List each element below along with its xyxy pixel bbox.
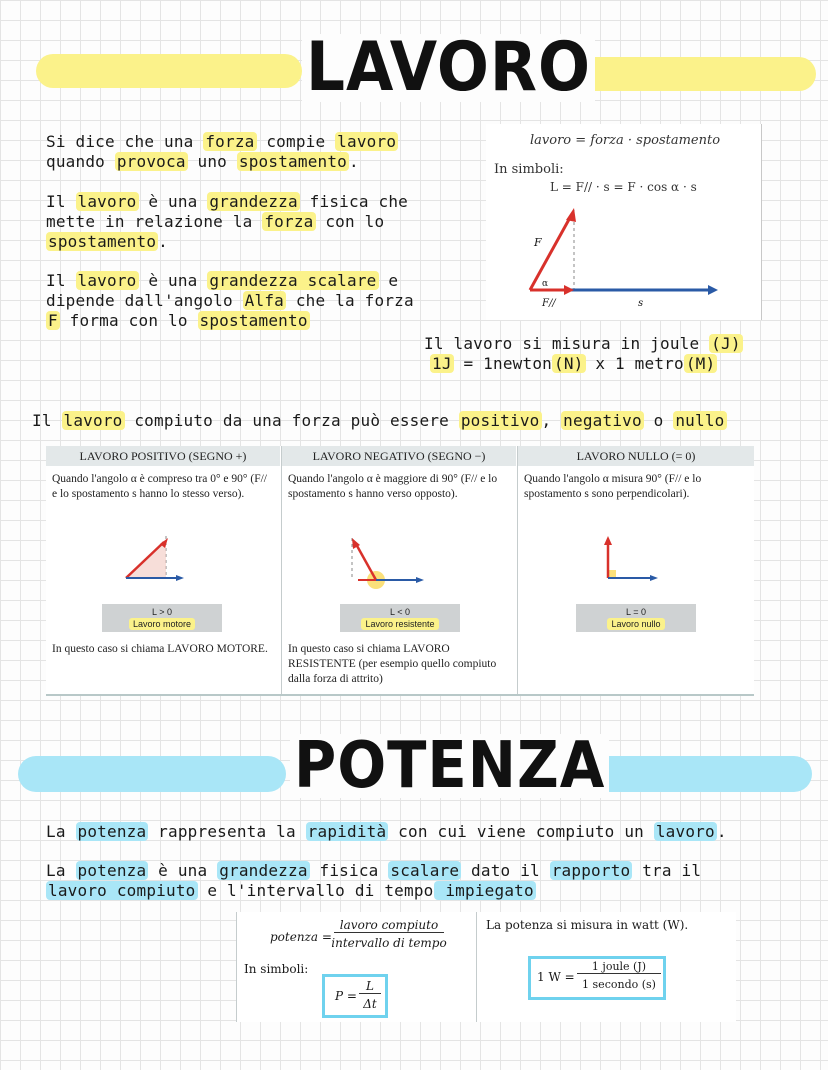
unit-line-1: Il lavoro si misura in joule (J)	[424, 334, 741, 353]
f-label: F	[534, 236, 542, 249]
intro-paragraph-3: Il lavoro è una grandezza scalare e dipende dall'angolo Alfa che la forza F forma con lo spostamento	[46, 271, 414, 330]
potenza-symbols-label: In simboli:	[244, 962, 309, 976]
intro-paragraph-2: Il lavoro è una grandezza fisica che mette in relazione la forza con lo spostamento .	[46, 192, 409, 251]
pill-negative: L < 0 Lavoro resistente	[340, 604, 460, 632]
fpar-arrowhead	[564, 285, 574, 295]
case-text-null: Quando l'angolo α misura 90° (F// e lo spostamento s sono perpendicolari).	[524, 473, 702, 500]
s-arrowhead	[708, 285, 718, 295]
lavoro-formula-box	[486, 124, 762, 320]
negative-diagram	[342, 534, 432, 590]
fpar-label: F//	[542, 298, 556, 309]
potenza-denominator: intervallo di tempo	[331, 936, 447, 950]
lavoro-definition: lavoro = forza · spostamento	[530, 133, 721, 148]
alpha-label: α	[542, 279, 549, 289]
potenza-paragraph-1: La potenza rappresenta la rapidità con cui viene compiuto un lavoro .	[46, 822, 727, 841]
p-formula-frame: P = L Δt	[322, 974, 388, 1018]
lavoro-formula: L = F// · s = F · cos α · s	[550, 180, 697, 194]
potenza-numerator: lavoro compiuto	[334, 918, 444, 933]
s-label: s	[638, 298, 644, 309]
potenza-highlight-left	[18, 756, 286, 792]
case-note-negative: In questo caso si chiama LAVORO RESISTENTE (per esempio quello compiuto dalla forza di attrito)	[288, 643, 497, 685]
case-text-positive: Quando l'angolo α è compreso tra 0° e 90° (F// e lo spostamento s hanno lo stesso verso).	[52, 473, 267, 500]
title-highlight-left	[36, 54, 302, 88]
cases-table	[46, 446, 754, 696]
watt-text: La potenza si misura in watt (W).	[486, 918, 689, 932]
pill-null: L = 0 Lavoro nullo	[576, 604, 696, 632]
potenza-formula-box	[236, 912, 736, 1022]
watt-formula-frame: 1 W = 1 joule (J) 1 secondo (s)	[528, 956, 666, 1000]
case-header-positive: LAVORO POSITIVO (SEGNO +)	[46, 446, 280, 466]
column-divider	[517, 446, 518, 694]
unit-line-2: 1J = 1newton (N) x 1 metro (M)	[432, 354, 716, 373]
pill-positive: L > 0 Lavoro motore	[102, 604, 222, 632]
potenza-title: POTENZA	[290, 734, 609, 798]
force-diagram	[486, 124, 762, 320]
f-vector	[530, 214, 572, 290]
symbols-label: In simboli:	[494, 162, 564, 177]
lavoro-title: LAVORO	[302, 34, 595, 102]
intro-paragraph-1: Si dice che una forza compie lavoro quando provoca uno spostamento .	[46, 132, 397, 171]
case-header-negative: LAVORO NEGATIVO (SEGNO −)	[282, 446, 516, 466]
null-diagram	[596, 532, 686, 592]
positive-diagram	[120, 534, 200, 588]
potenza-paragraph-2: La potenza è una grandezza fisica scalare dato il rapporto tra il lavoro compiuto e l'intervallo di tempo impiegato	[46, 861, 702, 900]
case-text-negative: Quando l'angolo α è maggiore di 90° (F// e lo spostamento s hanno verso opposto).	[288, 473, 498, 500]
column-divider	[281, 446, 282, 694]
sign-sentence: Il lavoro compiuto da una forza può essere positivo , negativo o nullo	[32, 411, 725, 430]
potenza-lhs: potenza =	[270, 930, 332, 944]
case-note-positive: In questo caso si chiama LAVORO MOTORE.	[52, 643, 268, 655]
case-header-null: LAVORO NULLO (= 0)	[518, 446, 754, 466]
